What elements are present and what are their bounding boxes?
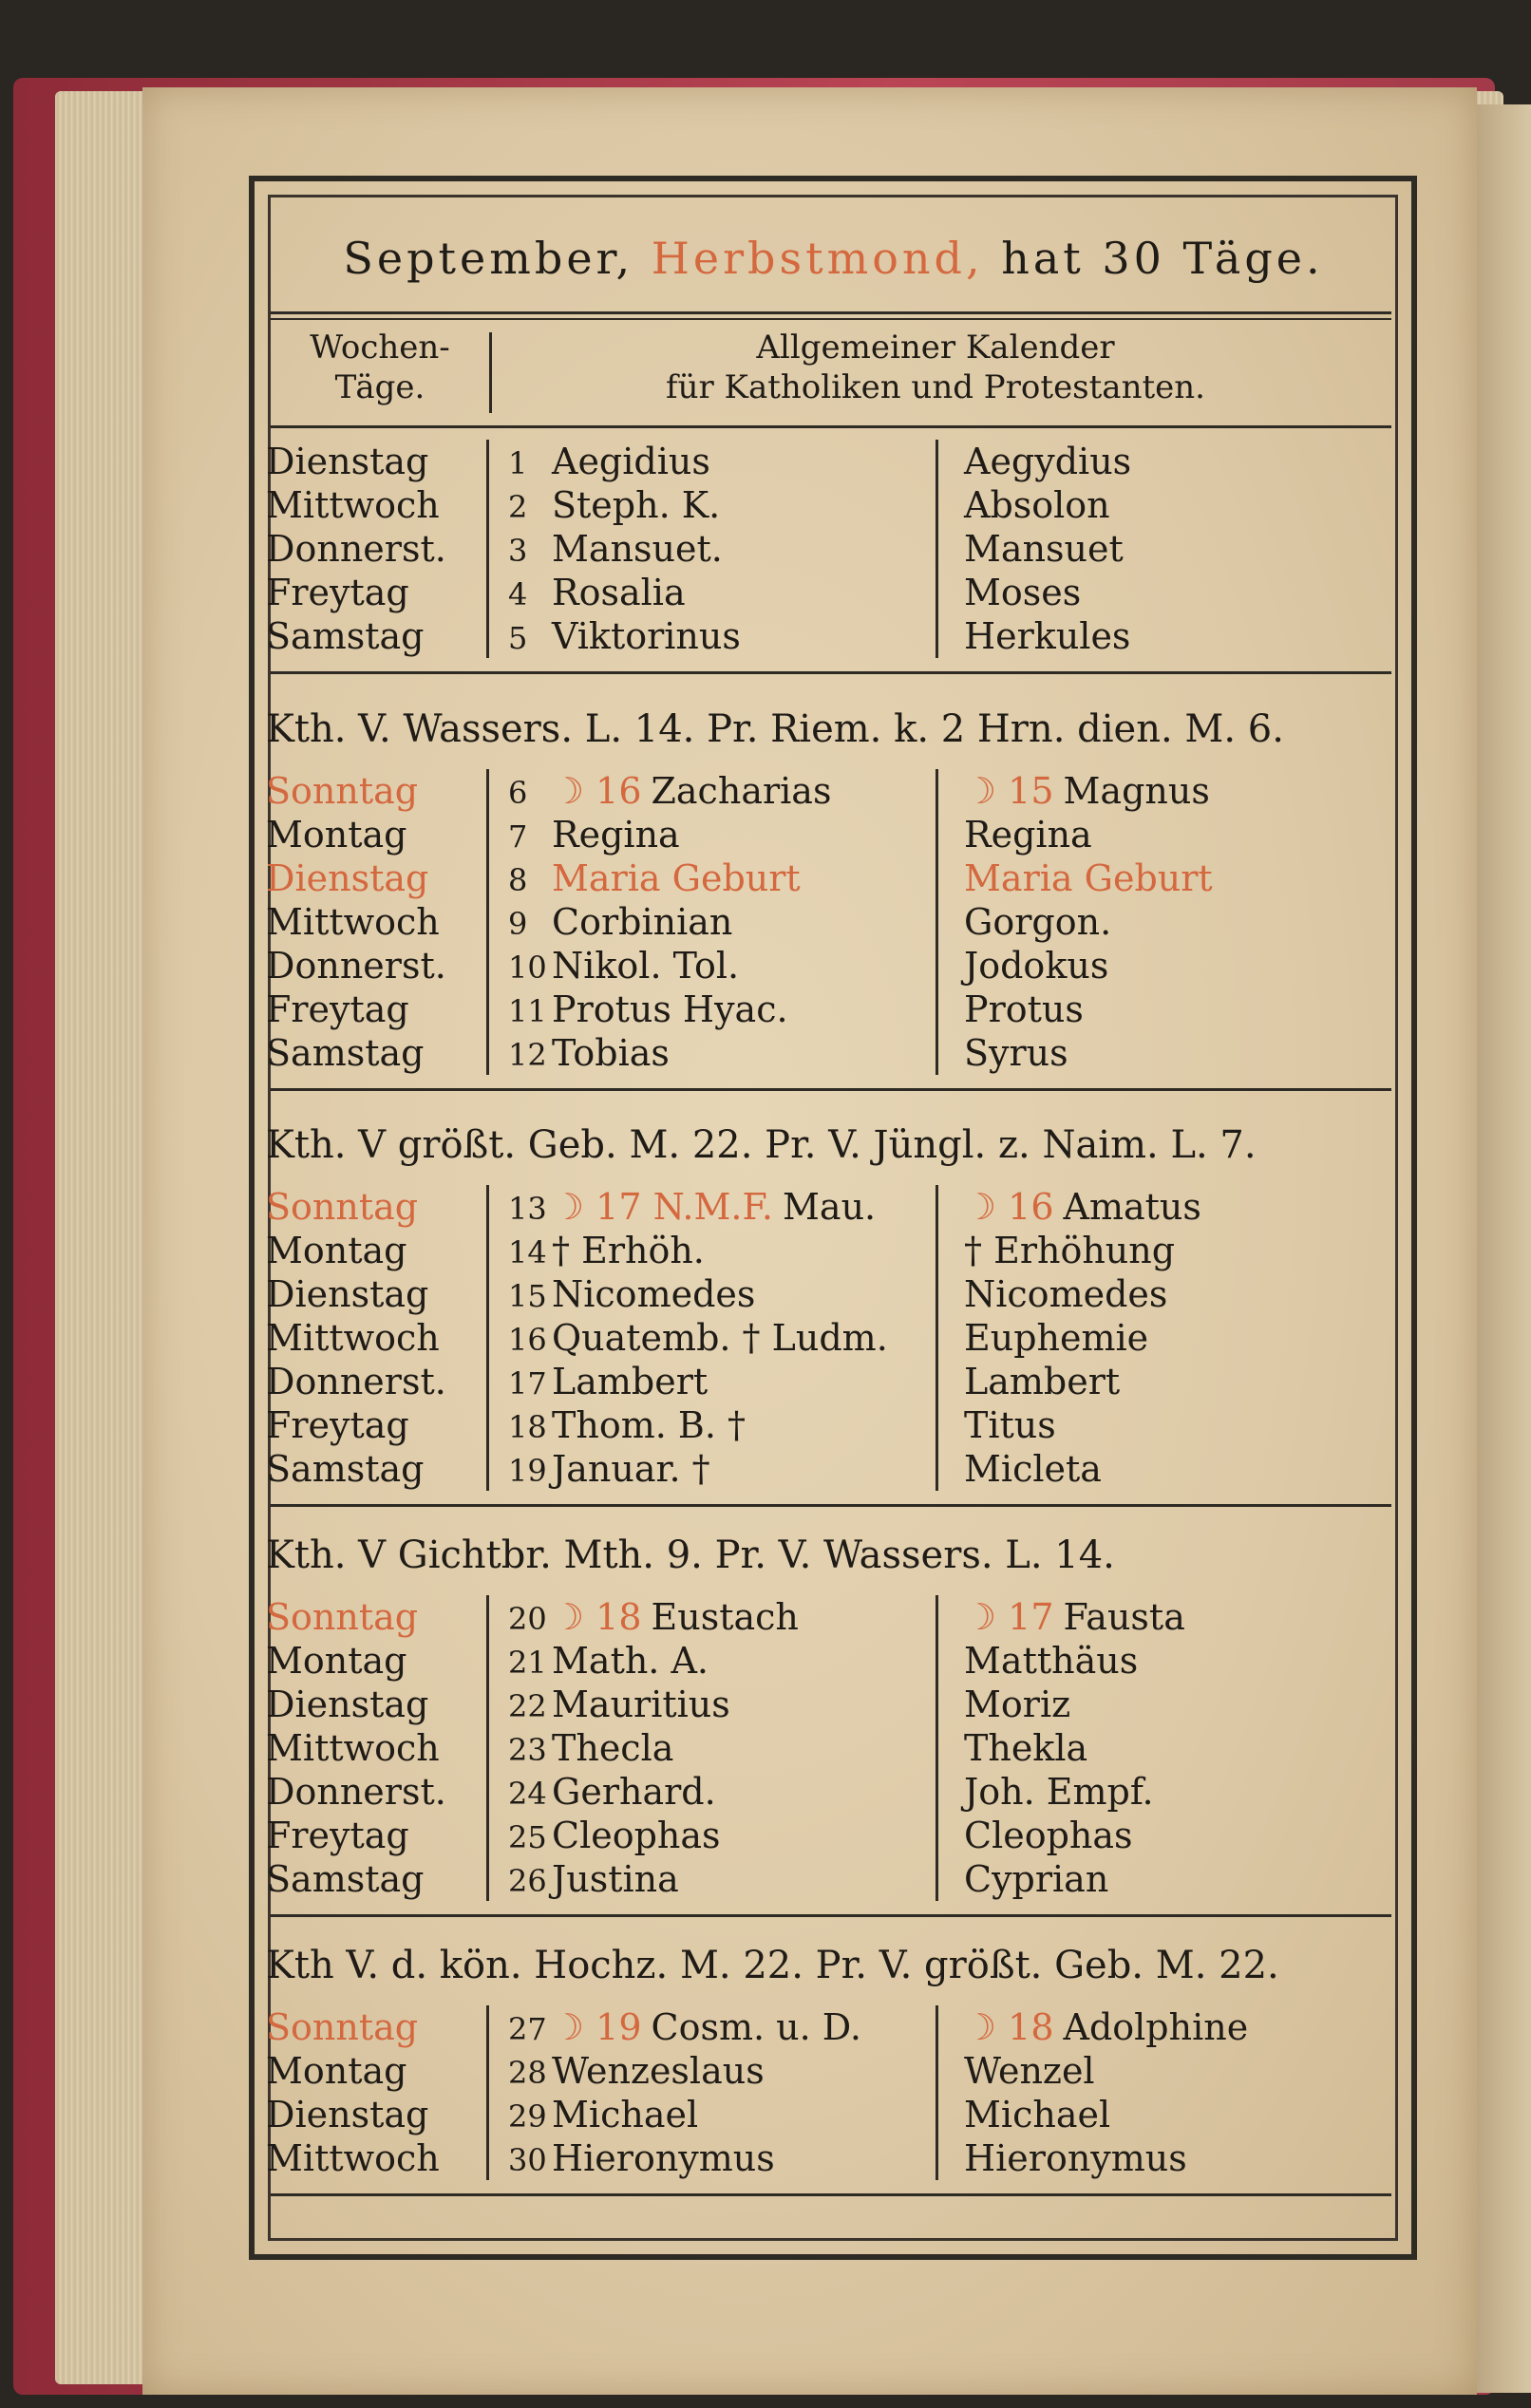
catholic-saint: Math. A.	[552, 1640, 709, 1682]
weekday-label: Dienstag	[266, 857, 429, 899]
title-month-name: Herbstmond,	[651, 233, 984, 284]
protestant-entry	[964, 900, 1363, 944]
weekday-label: Samstag	[266, 1448, 425, 1490]
weekday-label: Samstag	[266, 1858, 425, 1900]
weekday-label: Samstag	[266, 1032, 425, 1074]
day-number: 20	[508, 1601, 547, 1637]
column-divider-right	[936, 440, 938, 658]
protestant-saint: Adolphine	[1063, 2006, 1249, 2048]
catholic-saint: Justina	[552, 1858, 679, 1900]
catholic-entry	[508, 527, 936, 571]
catholic-saint: Gerhard.	[552, 1771, 716, 1813]
column-divider-right	[936, 1185, 938, 1491]
catholic-entry	[508, 1683, 936, 1726]
catholic-saint: Protus Hyac.	[552, 988, 788, 1030]
catholic-saint: Zacharias	[651, 770, 832, 812]
column-divider-left	[486, 440, 489, 658]
day-number: 5	[508, 620, 528, 656]
week-bottom-rule	[271, 671, 1391, 674]
catholic-saint: Januar. †	[552, 1448, 710, 1490]
day-number: 3	[508, 533, 528, 569]
protestant-saint: Wenzel	[964, 2050, 1095, 2092]
catholic-saint: Aegidius	[552, 441, 710, 482]
protestant-saint: Nicomedes	[964, 1273, 1168, 1315]
moon-age-protestant: ☽ 15	[964, 770, 1054, 812]
catholic-saint: Thom. B. †	[552, 1404, 746, 1446]
day-number: 24	[508, 1776, 547, 1812]
catholic-saint: Hieronymus	[552, 2137, 775, 2179]
weekday-label: Dienstag	[266, 441, 429, 482]
weekday-label: Montag	[266, 2050, 407, 2092]
day-number: 4	[508, 576, 528, 612]
gospel-reading: Kth. V größt. Geb. M. 22. Pr. V. Jüngl. z. Naim. L. 7.	[266, 1123, 1257, 1167]
catholic-saint: Thecla	[552, 1727, 674, 1769]
weekday-label: Montag	[266, 1640, 407, 1682]
moon-age-protestant: ☽ 17	[964, 1596, 1054, 1638]
catholic-saint: Corbinian	[552, 901, 733, 943]
column-divider-left	[486, 2005, 489, 2180]
catholic-entry	[508, 571, 936, 614]
catholic-saint: Maria Geburt	[552, 857, 801, 899]
catholic-saint: Regina	[552, 814, 680, 856]
protestant-saint: Lambert	[964, 1361, 1121, 1402]
catholic-saint: Quatemb. † Ludm.	[552, 1317, 888, 1359]
protestant-entry	[964, 1857, 1363, 1901]
protestant-saint: Herkules	[964, 615, 1131, 657]
catholic-saint: Steph. K.	[552, 484, 721, 526]
weekday-label: Mittwoch	[266, 1727, 440, 1769]
catholic-saint: † Erhöh.	[552, 1230, 705, 1271]
gospel-reading: Kth. V Gichtbr. Mth. 9. Pr. V. Wassers. L. 14.	[266, 1533, 1115, 1577]
protestant-entry	[964, 1316, 1363, 1360]
day-number: 7	[508, 818, 528, 855]
day-number: 26	[508, 1863, 547, 1899]
protestant-saint: Absolon	[964, 484, 1110, 526]
weekday-label: Dienstag	[266, 2094, 429, 2135]
week-bottom-rule	[271, 2193, 1391, 2196]
day-number: 16	[508, 1322, 547, 1358]
weekday-label: Mittwoch	[266, 484, 440, 526]
moon-age-catholic: ☽ 17 N.M.F.	[552, 1186, 773, 1228]
protestant-saint: Titus	[964, 1404, 1056, 1446]
catholic-entry	[508, 1272, 936, 1316]
catholic-saint: Nikol. Tol.	[552, 945, 740, 987]
day-number: 13	[508, 1191, 547, 1227]
week-bottom-rule	[271, 1914, 1391, 1917]
protestant-saint: Joh. Empf.	[964, 1771, 1154, 1813]
weekday-label: Dienstag	[266, 1684, 429, 1725]
title-divider	[271, 311, 1391, 314]
protestant-saint: Cleophas	[964, 1815, 1133, 1856]
weekday-label: Donnerst.	[266, 945, 446, 987]
day-number: 14	[508, 1234, 547, 1270]
month-title	[275, 233, 1391, 299]
title-prefix: September,	[343, 233, 634, 284]
day-number: 19	[508, 1453, 547, 1489]
catholic-entry	[508, 1595, 936, 1639]
protestant-entry	[964, 2005, 1363, 2049]
day-number: 30	[508, 2142, 547, 2178]
protestant-entry	[964, 813, 1363, 856]
catholic-entry	[508, 483, 936, 527]
protestant-entry	[964, 1185, 1363, 1229]
catholic-entry	[508, 2049, 936, 2093]
catholic-saint: Tobias	[552, 1032, 670, 1074]
protestant-entry	[964, 1726, 1363, 1770]
protestant-saint: Hieronymus	[964, 2137, 1187, 2179]
catholic-entry	[508, 1185, 936, 1229]
week-bottom-rule	[271, 1504, 1391, 1507]
protestant-entry	[964, 1770, 1363, 1814]
column-divider-right	[936, 2005, 938, 2180]
header-weekdays: Wochen-Täge.	[310, 329, 450, 406]
moon-age-catholic: ☽ 16	[552, 770, 642, 812]
column-divider-left	[486, 1185, 489, 1491]
protestant-saint: Thekla	[964, 1727, 1088, 1769]
weekday-label: Sonntag	[266, 770, 419, 812]
protestant-saint: Moriz	[964, 1684, 1071, 1725]
header-calendar-line2: für Katholiken und Protestanten.	[666, 368, 1205, 406]
protestant-saint: Protus	[964, 988, 1084, 1030]
weekday-label: Mittwoch	[266, 1317, 440, 1359]
catholic-saint: Lambert	[552, 1361, 709, 1402]
protestant-entry	[964, 614, 1363, 658]
protestant-saint: Mansuet	[964, 528, 1124, 570]
weekday-label: Mittwoch	[266, 901, 440, 943]
protestant-entry	[964, 1814, 1363, 1857]
day-number: 11	[508, 993, 547, 1029]
header-calendar-line1: Allgemeiner Kalender	[756, 329, 1115, 367]
catholic-entry	[508, 1229, 936, 1272]
catholic-entry	[508, 1403, 936, 1447]
day-number: 29	[508, 2098, 547, 2135]
protestant-entry	[964, 2093, 1363, 2136]
day-number: 25	[508, 1819, 547, 1855]
weekday-label: Donnerst.	[266, 528, 446, 570]
weekday-label: Mittwoch	[266, 2137, 440, 2179]
protestant-entry	[964, 1229, 1363, 1272]
catholic-saint: Mansuet.	[552, 528, 723, 570]
day-number: 1	[508, 445, 528, 481]
next-page-edge	[1470, 104, 1531, 2393]
catholic-entry	[508, 2136, 936, 2180]
protestant-entry	[964, 1031, 1363, 1075]
protestant-saint: Regina	[964, 814, 1092, 856]
catholic-entry	[508, 1316, 936, 1360]
protestant-saint: Syrus	[964, 1032, 1068, 1074]
protestant-entry	[964, 1403, 1363, 1447]
catholic-entry	[508, 614, 936, 658]
gospel-reading: Kth. V. Wassers. L. 14. Pr. Riem. k. 2 Hrn. dien. M. 6.	[266, 707, 1284, 751]
protestant-saint: Euphemie	[964, 1317, 1149, 1359]
protestant-entry	[964, 988, 1363, 1031]
protestant-entry	[964, 440, 1363, 483]
catholic-saint: Eustach	[651, 1596, 799, 1638]
weekday-label: Montag	[266, 1230, 407, 1271]
catholic-saint: Cleophas	[552, 1815, 721, 1856]
weekday-label: Sonntag	[266, 1596, 419, 1638]
catholic-entry	[508, 944, 936, 988]
protestant-saint: Maria Geburt	[964, 857, 1213, 899]
catholic-entry	[508, 2005, 936, 2049]
catholic-entry	[508, 440, 936, 483]
protestant-saint: Magnus	[1063, 770, 1210, 812]
protestant-entry	[964, 856, 1363, 900]
catholic-entry	[508, 2093, 936, 2136]
protestant-entry	[964, 769, 1363, 813]
protestant-entry	[964, 1447, 1363, 1491]
column-divider-right	[936, 1595, 938, 1901]
catholic-saint: Rosalia	[552, 572, 686, 613]
day-number: 9	[508, 906, 528, 942]
weekday-label: Freytag	[266, 1815, 409, 1856]
week-bottom-rule	[271, 1088, 1391, 1091]
catholic-saint: Nicomedes	[552, 1273, 756, 1315]
protestant-entry	[964, 944, 1363, 988]
catholic-entry	[508, 856, 936, 900]
moon-age-protestant: ☽ 16	[964, 1186, 1054, 1228]
moon-age-protestant: ☽ 18	[964, 2006, 1054, 2048]
day-number: 28	[508, 2055, 547, 2091]
catholic-entry	[508, 769, 936, 813]
moon-age-catholic: ☽ 19	[552, 2006, 642, 2048]
catholic-entry	[508, 1814, 936, 1857]
weekday-label: Samstag	[266, 615, 425, 657]
catholic-saint: Wenzeslaus	[552, 2050, 765, 2092]
protestant-entry	[964, 2136, 1363, 2180]
weekday-label: Freytag	[266, 988, 409, 1030]
weekday-label: Freytag	[266, 1404, 409, 1446]
day-number: 27	[508, 2011, 547, 2047]
protestant-saint: Moses	[964, 572, 1082, 613]
weekday-label: Sonntag	[266, 1186, 419, 1228]
weekday-label: Donnerst.	[266, 1361, 446, 1402]
catholic-saint: Mauritius	[552, 1684, 730, 1725]
day-number: 21	[508, 1645, 547, 1681]
column-divider-left	[486, 1595, 489, 1901]
weekday-label: Freytag	[266, 572, 409, 613]
protestant-saint: Fausta	[1063, 1596, 1185, 1638]
catholic-saint: Viktorinus	[552, 615, 741, 657]
weekday-label: Donnerst.	[266, 1771, 446, 1813]
protestant-entry	[964, 1639, 1363, 1683]
day-number: 15	[508, 1278, 547, 1314]
day-number: 10	[508, 950, 547, 986]
title-suffix: hat 30 Täge.	[1001, 233, 1324, 284]
protestant-saint: Gorgon.	[964, 901, 1112, 943]
gospel-reading: Kth V. d. kön. Hochz. M. 22. Pr. V. größt. Geb. M. 22.	[266, 1944, 1279, 1987]
catholic-entry	[508, 1447, 936, 1491]
protestant-entry	[964, 1360, 1363, 1403]
protestant-saint: Micleta	[964, 1448, 1102, 1490]
protestant-saint: Cyprian	[964, 1858, 1109, 1900]
day-number: 2	[508, 489, 528, 525]
protestant-saint: Aegydius	[964, 441, 1132, 482]
catholic-entry	[508, 1639, 936, 1683]
header-divider	[489, 332, 492, 413]
title-divider-2	[271, 318, 1391, 320]
protestant-saint: † Erhöhung	[964, 1230, 1176, 1271]
column-divider-right	[936, 769, 938, 1075]
catholic-entry	[508, 900, 936, 944]
catholic-entry	[508, 813, 936, 856]
catholic-entry	[508, 1770, 936, 1814]
header-calendar	[503, 328, 1368, 413]
day-number: 22	[508, 1688, 547, 1724]
catholic-saint: Cosm. u. D.	[651, 2006, 861, 2048]
day-number: 6	[508, 775, 528, 811]
protestant-entry	[964, 483, 1363, 527]
weekday-label: Dienstag	[266, 1273, 429, 1315]
day-number: 23	[508, 1732, 547, 1768]
day-number: 18	[508, 1409, 547, 1445]
day-number: 17	[508, 1365, 547, 1402]
catholic-entry	[508, 1726, 936, 1770]
moon-age-catholic: ☽ 18	[552, 1596, 642, 1638]
catholic-saint: Mau.	[783, 1186, 877, 1228]
protestant-entry	[964, 1683, 1363, 1726]
protestant-saint: Amatus	[1063, 1186, 1201, 1228]
weekday-label: Sonntag	[266, 2006, 419, 2048]
protestant-entry	[964, 1595, 1363, 1639]
catholic-entry	[508, 1031, 936, 1075]
protestant-saint: Matthäus	[964, 1640, 1139, 1682]
column-divider-left	[486, 769, 489, 1075]
protestant-saint: Jodokus	[964, 945, 1109, 987]
day-number: 12	[508, 1037, 547, 1073]
catholic-entry	[508, 1360, 936, 1403]
protestant-entry	[964, 527, 1363, 571]
catholic-saint: Michael	[552, 2094, 699, 2135]
catholic-entry	[508, 1857, 936, 1901]
protestant-entry	[964, 1272, 1363, 1316]
catholic-entry	[508, 988, 936, 1031]
protestant-saint: Michael	[964, 2094, 1111, 2135]
header-bottom-rule	[271, 425, 1391, 428]
protestant-entry	[964, 571, 1363, 614]
protestant-entry	[964, 2049, 1363, 2093]
day-number: 8	[508, 862, 528, 898]
weekday-label: Montag	[266, 814, 407, 856]
